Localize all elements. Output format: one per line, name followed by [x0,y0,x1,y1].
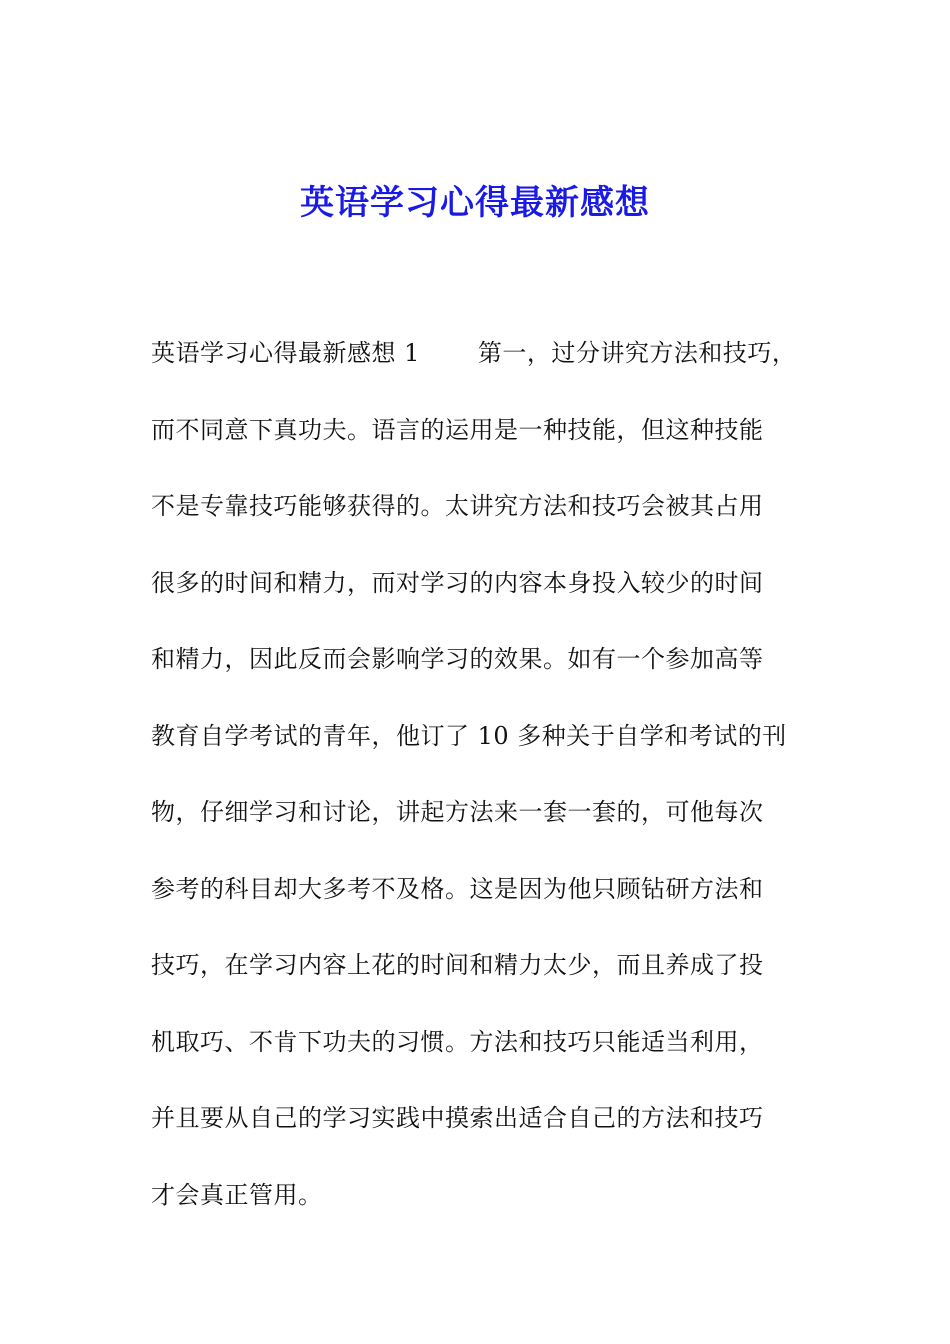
text-line-12: 才会真正管用。 [151,1180,323,1209]
paragraph-start: 第一，过分讲究方法和技巧， [477,339,797,367]
text-line-5: 和精力，因此反而会影响学习的效果。如有一个参加高等 [151,645,764,673]
text-line-10: 机取巧、不肯下功夫的习惯。方法和技巧只能适当利用， [151,1027,764,1056]
text-line-9: 技巧，在学习内容上花的时间和精力太少，而且养成了投 [151,951,764,979]
text-line-3: 不是专靠技巧能够获得的。太讲究方法和技巧会被其占用 [151,492,764,520]
text-line-6: 教育自学考试的青年，他订了 10 多种关于自学和考试的刊 [151,721,787,750]
document-body [151,330,811,1248]
text-line-2: 而不同意下真功夫。语言的运用是一种技能，但这种技能 [151,415,764,444]
document-title: 英语学习心得最新感想 [300,183,650,223]
section-heading: 英语学习心得最新感想 1 [151,339,420,367]
text-line-8: 参考的科目却大多考不及格。这是因为他只顾钻研方法和 [151,874,764,903]
text-line-7: 物，仔细学习和讨论，讲起方法来一套一套的，可他每次 [151,798,764,826]
text-line-11: 并且要从自己的学习实践中摸索出适合自己的方法和技巧 [151,1104,764,1132]
text-line-1 [151,330,811,407]
text-line-4: 很多的时间和精力，而对学习的内容本身投入较少的时间 [151,568,764,597]
